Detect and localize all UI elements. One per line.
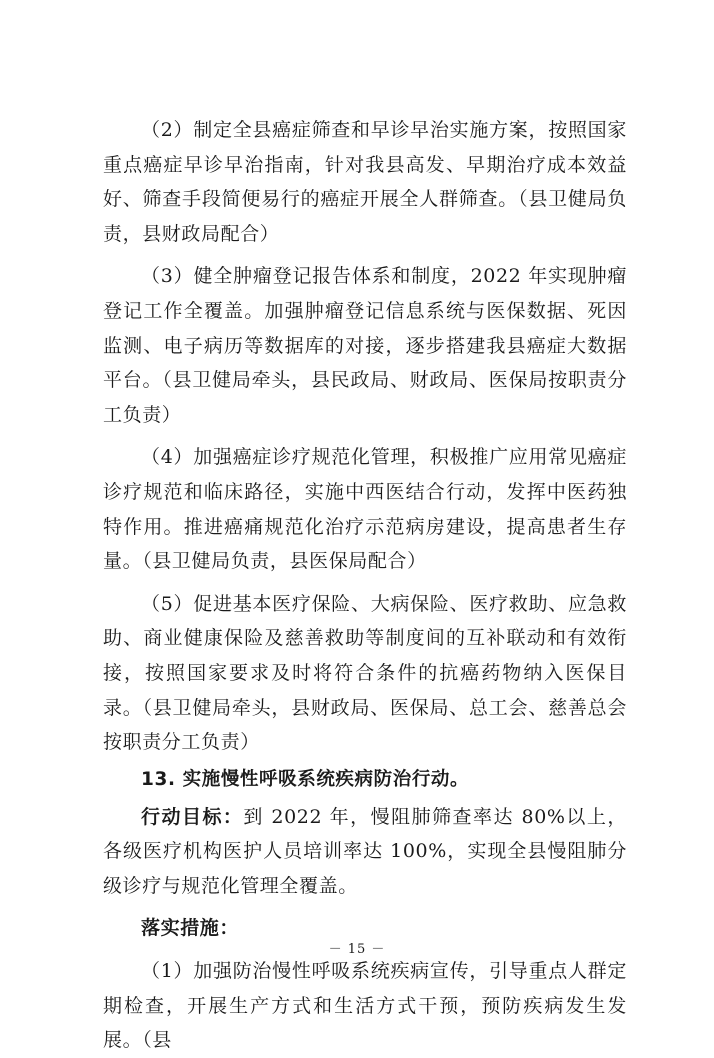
paragraph-action-goal	[103, 800, 627, 904]
measures-label: 落实措施：	[141, 917, 240, 940]
paragraph-gap	[103, 432, 627, 440]
paragraph-gap	[103, 251, 627, 259]
paragraph-cancer-screening: （2）制定全县癌症筛查和早诊早治实施方案，按照国家重点癌症早诊早治指南，针对我县高发、早期治疗成本效益好、筛查手段简便易行的癌症开展全人群筛查。（县卫健局负责，县财政局配合）	[103, 119, 627, 245]
paragraph-tumor-registry: （3）健全肿瘤登记报告体系和制度，2022 年实现肿瘤登记工作全覆盖。加强肿瘤登记信息系统与医保数据、死因监测、电子病历等数据库的对接，逐步搭建我县癌症大数据平台。（县卫健局牵头，县民政局、财政局、医保局按职责分工负责）	[103, 265, 627, 426]
section-heading: 13. 实施慢性呼吸系统疾病防治行动。	[141, 768, 470, 790]
paragraph-gap	[103, 579, 627, 587]
page-number: － 15 －	[328, 942, 386, 957]
paragraph-cancer-treatment: （4）加强癌症诊疗规范化管理，积极推广应用常见癌症诊疗规范和临床路径，实施中西医结合行动，发挥中医药独特作用。推进癌痛规范化治疗示范病房建设，提高患者生存量。（县卫健局负责，县医保局配合）	[103, 446, 627, 573]
action-goal-text: 到 2022 年，慢阻肺筛查率达 80%以上，各级医疗机构医护人员培训率达 100%，实现全县慢阻肺分级诊疗与规范化管理全覆盖。	[103, 805, 627, 897]
action-goal-label: 行动目标：	[141, 805, 244, 828]
paragraph-measure-1: （1）加强防治慢性呼吸系统疾病宣传，引导重点人群定期检查，开展生产方式和生活方式干预，预防疾病发生发展。（县	[103, 960, 627, 1052]
paragraph-gap	[103, 903, 627, 911]
paragraph-medical-insurance: （5）促进基本医疗保险、大病保险、医疗救助、应急救助、商业健康保险及慈善救助等制度间的互补联动和有效衔接，按照国家要求及时将符合条件的抗癌药物纳入医保目录。（县卫健局牵头，县财政局、医保局、总工会、慈善总会按职责分工负责）	[103, 592, 627, 754]
document-body	[103, 113, 627, 1058]
